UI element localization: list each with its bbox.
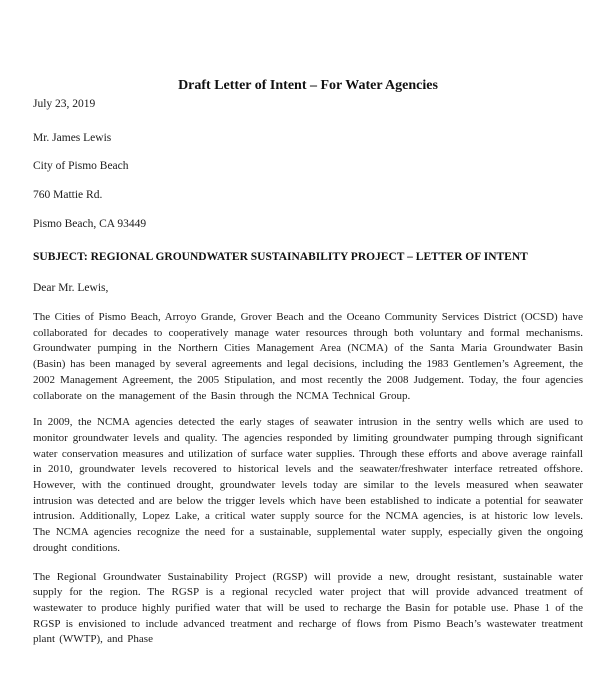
recipient-address-city: Pismo Beach, CA 93449	[33, 218, 147, 230]
subject-line: SUBJECT: REGIONAL GROUNDWATER SUSTAINABILITY PROJECT – LETTER OF INTENT	[33, 251, 528, 263]
recipient-address-street: 760 Mattie Rd.	[33, 189, 103, 201]
recipient-organization: City of Pismo Beach	[33, 160, 129, 172]
recipient-name: Mr. James Lewis	[33, 132, 112, 144]
document-title: Draft Letter of Intent – For Water Agencies	[178, 78, 438, 93]
body-paragraph-seawater-intrusion: In 2009, the NCMA agencies detected the early stages of seawater intrusion in the sentry wells which are used to monitor groundwater levels and quality. The agencies responded by limiting groundwater pumping through significant water conservation measures and utilization of surface water supplies. Through these efforts and above average rainfall in 2010, groundwater levels recovered to historical levels and the seawater/freshwater interface retreated offshore. However, with the continued drought, groundwater levels today are similar to the levels measured when seawater intrusion was detected and are below the trigger levels which have been established to indicate a potential for seawater intrusion. Additionally, Lopez Lake, a critical water supply source for the NCMA agencies, is at historic low levels. The NCMA agencies recognize the need for a sustainable, supplemental water supply, especially given the ongoing drought conditions.	[33, 416, 583, 554]
body-paragraph-history: The Cities of Pismo Beach, Arroyo Grande, Grover Beach and the Oceano Community Services District (OCSD) have collaborated for decades to cooperatively manage water resources through both voluntary and formal mechanisms. Groundwater pumping in the Northern Cities Management Area (NCMA) of the Santa Maria Groundwater Basin (Basin) has been managed by several agreements and legal decisions, including the 1983 Gentlemen’s Agreement, the 2002 Management Agreement, the 2005 Stipulation, and most recently the 2008 Judgement. Today, the four agencies collaborate on the management of the Basin through the NCMA Technical Group.	[33, 311, 583, 402]
letter-date: July 23, 2019	[33, 98, 96, 110]
body-paragraph-rgsp: The Regional Groundwater Sustainability Project (RGSP) will provide a new, drought resistant, sustainable water supply for the region. The RGSP is a regional recycled water project that will provide advanced treatment of wastewater to produce highly purified water that will be used to recharge the Basin for potable use. Phase 1 of the RGSP is envisioned to include advanced treatment and recharge of flows from Pismo Beach’s wastewater treatment plant (WWTP), and Phase	[33, 570, 583, 646]
salutation: Dear Mr. Lewis,	[33, 282, 109, 294]
